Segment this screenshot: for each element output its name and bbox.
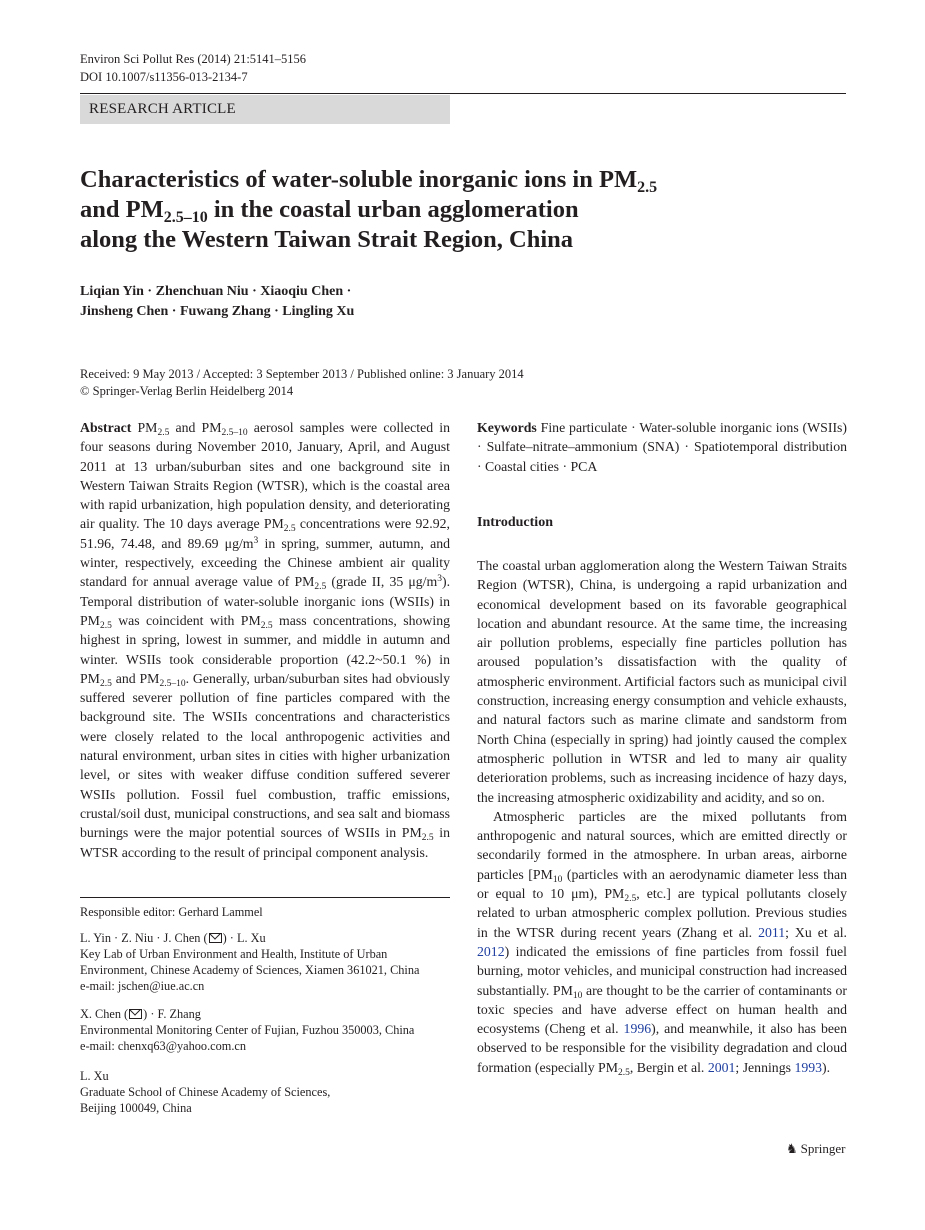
envelope-icon <box>129 1009 142 1019</box>
journal-header <box>80 50 306 86</box>
keywords: Keywords Fine particulate · Water-soluble inorganic ions (WSIIs) · Sulfate–nitrate–ammonium (SNA) · Spatiotemporal distribution · Coastal cities · PCA <box>477 420 847 474</box>
springer-logo <box>786 1141 845 1157</box>
article-title: Characteristics of water-soluble inorganic ions in $PM_{2.5}$ and $PM_{2.5-10}$ in the coastal urban agglomeration along the Western Taiwan Strait Region, China <box>80 166 658 253</box>
introduction-body <box>477 556 847 1077</box>
email-2[interactable]: e-mail: chenxq63@yahoo.com.cn <box>80 1039 247 1053</box>
footnote-rule <box>80 897 450 898</box>
citation-link[interactable]: 2012 <box>477 943 505 959</box>
citation-link[interactable]: 1996 <box>623 1021 652 1037</box>
affiliation-2: X. Chen ( ) · F. Zhang Environmental Monitoring Center of Fujian, Fuzhou 350003, China e-mail: chenxq63@yahoo.com.cn <box>80 1006 450 1054</box>
journal-citation: Environ Sci Pollut Res (2014) 21:5141–5156 <box>80 52 307 66</box>
received-dates: Received: 9 May 2013 / Accepted: 3 September 2013 / Published online: 3 January 2014 <box>80 367 524 381</box>
citation-link[interactable]: 1993 <box>794 1059 823 1075</box>
springer-horse-icon: ♞ <box>786 1141 798 1156</box>
publisher-name: Springer <box>800 1141 846 1156</box>
article-type-badge: RESEARCH ARTICLE <box>80 95 450 124</box>
citation-link[interactable]: 2001 <box>707 1059 736 1075</box>
citation-link[interactable]: 2011 <box>758 924 786 940</box>
email-1[interactable]: e-mail: jschen@iue.ac.cn <box>80 979 205 993</box>
affiliation-1: L. Yin · Z. Niu · J. Chen ( ) · L. Xu Key Lab of Urban Environment and Health, Institute of Urban Environment, Chinese Academy of Sciences, Xiamen 361021, China e-mail: jschen@iue.ac.cn <box>80 930 450 994</box>
envelope-icon <box>209 933 222 943</box>
introduction-heading: Introduction <box>477 515 553 530</box>
abstract: Abstract $PM_{2.5}$ and $PM_{2.5-10}$ aerosol samples were collected in four seasons during November 2010, January, April, and August 2011 at 13 urban/suburban sites and one background site in Western Taiwan Straits Region (WTSR), which is the coastal area with rapid urbanization, high population density, and deteriorating air quality. The 10 days average $PM_{2.5}$ concentrations were 92.92, 51.96, 74.48, and 89.69 $\mu g/m^3$ in spring, summer, autumn, and winter, respectively, exceeding the Chinese ambient air quality standard for annual average value of $PM_{2.5}$ (grade II, 35 $\mu g/m^3$). Temporal distribution of water-soluble inorganic ions (WSIIs) in $PM_{2.5}$ was coincident with $PM_{2.5}$ mass concentrations, showing highest in spring, lowest in summer, and middle in autumn and winter. WSIIs took considerable proportion (42.2~50.1 %) in $PM_{2.5}$ and $PM_{2.5-10}$. Generally, urban/suburban sites had obviously suffered severer pollution of fine particles compared with the background site. The WSIIs concentrations and characteristics were closely related to the local anthropogenic activities and natural environment, urban sites in cities with higher urbanization level, or sites with weaker diffuse condition suffered severer WSIIs pollution. Fossil fuel combustion, traffic emissions, crustal/soil dust, municipal constructions, and sea salt and biomass burnings were the major potential sources of WSIIs in $PM_{2.5}$ in WTSR according to the result of principal component analysis. <box>80 420 451 860</box>
article-dates <box>80 366 524 400</box>
copyright: © Springer-Verlag Berlin Heidelberg 2014 <box>80 384 294 398</box>
affiliation-3: L. Xu Graduate School of Chinese Academy of Sciences, Beijing 100049, China <box>80 1069 331 1115</box>
doi: DOI 10.1007/s11356-013-2134-7 <box>80 70 248 84</box>
author-list: Liqian Yin · Zhenchuan Niu · Xiaoqiu Chen · Jinsheng Chen · Fuwang Zhang · Lingling Xu <box>80 284 355 319</box>
responsible-editor: Responsible editor: Gerhard Lammel <box>80 905 263 919</box>
header-rule <box>80 93 846 94</box>
intro-paragraph-2: Atmospheric particles are the mixed pollutants from anthropogenic and natural sources, which are emitted directly or secondarily formed in the atmosphere. In urban areas, airborne particles [$PM_{10}$ (particles with an aerodynamic diameter less than or equal to 10 μm), $PM_{2.5}$, etc.] are typical pollutants closely related to urban atmospheric complex pollution. Previous studies in the WTSR during recent years (Zhang et al. 2011; Xu et al. 2012) indicated the emissions of fine particles from fossil fuel burning, motor vehicles, and municipal construction had increased substantially. $PM_{10}$ are thought to be the carrier of contaminants or toxic species and have adverse effect on human health and ecosystems (Cheng et al. 1996), and meanwhile, it also has been observed to be responsible for the visibility degradation and cloud formation (especially $PM_{2.5}$, Bergin et al. 2001; Jennings 1993). <box>477 808 848 1078</box>
intro-paragraph-1: The coastal urban agglomeration along the Western Taiwan Straits Region (WTSR), China, is undergoing a rapid urbanization and economical development based on its favorable geographical location and abundant resource. At the same time, the increasing air pollution problems, especially fine particles pollution has aroused population’s dissatisfaction with the quality of atmospheric environment. Artificial factors such as municipal civil construction, increasing energy consumption and vehicle exhausts, and natural factors such as marine climate and sandstorm from North China (especially in spring) had jointly caused the complex atmospheric pollution in WTSR and led to many air quality deterioration problems, such as increasing incidence of hazy days, the increasing atmospheric oxidizability and acidity, and so on. <box>477 558 847 805</box>
